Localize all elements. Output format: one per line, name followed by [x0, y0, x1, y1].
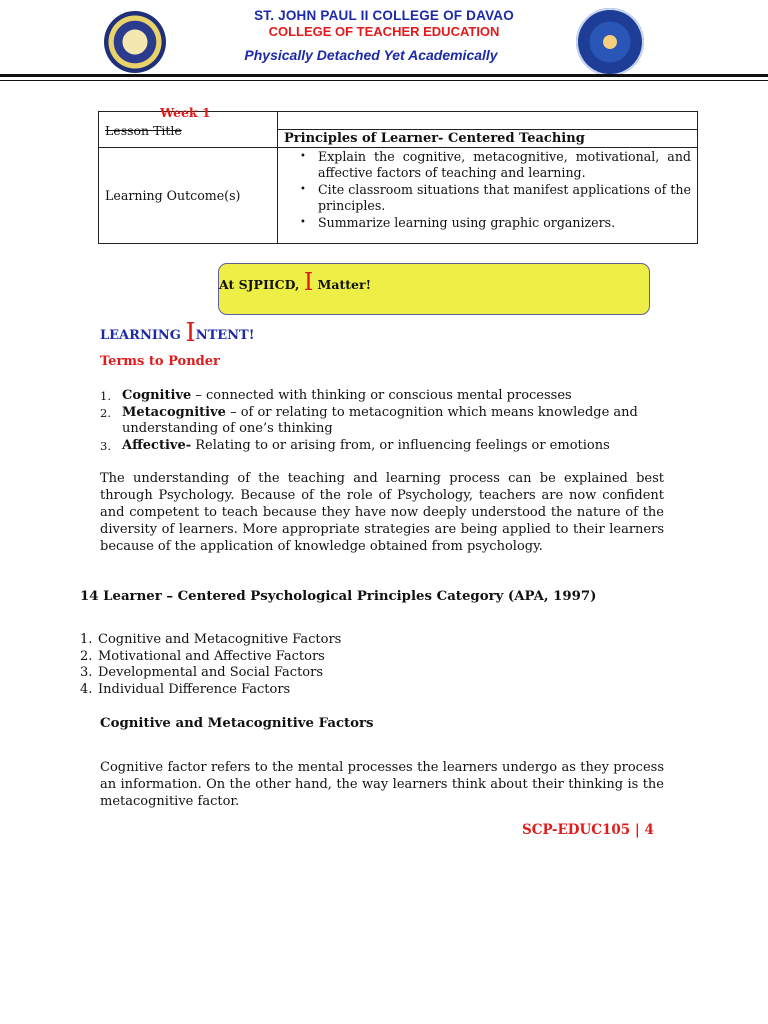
- term-definition: – of or relating to metacognition which means knowledge and understanding of one’s thinking: [122, 404, 638, 436]
- learning-intent-heading: [100, 318, 254, 348]
- intro-paragraph: The understanding of the teaching and learning process can be explained best through Psychology. Because of the role of Psychology, teachers are now confident and competent to teach because they have now deeply understood the nature of the diversity of learners. More appropriate strategies are being applied to their learners because of the application of knowledge obtained from psychology.: [100, 471, 664, 554]
- category-item: [80, 665, 341, 682]
- outcome-item: • Cite classroom situations that manifest applications of the principles.: [300, 182, 691, 213]
- term-item: [100, 405, 665, 438]
- categories-heading: 14 Learner – Centered Psychological Principles Category (APA, 1997): [80, 589, 597, 604]
- terms-heading: Terms to Ponder: [100, 354, 220, 369]
- lesson-table-empty-cell: [278, 112, 698, 130]
- week-label: Week 1: [160, 105, 211, 120]
- term-word: Cognitive: [122, 388, 192, 403]
- section-paragraph: Cognitive factor refers to the mental processes the learners undergo as they process an information. On the other hand, the way learners think about their thinking is the metacognitive factor.: [100, 760, 664, 809]
- category-label: Motivational and Affective Factors: [98, 648, 325, 664]
- header-divider: [0, 74, 768, 77]
- category-number: 1.: [80, 632, 93, 647]
- section-heading: Cognitive and Metacognitive Factors: [100, 716, 374, 731]
- term-definition: Relating to or arising from, or influencing feelings or emotions: [191, 437, 610, 453]
- category-label: Developmental and Social Factors: [98, 665, 324, 681]
- motto-text: [219, 268, 371, 296]
- term-number: 3.: [100, 438, 111, 453]
- page-footer: SCP-EDUC105 | 4: [522, 822, 654, 838]
- motto-suffix: Matter!: [317, 277, 372, 292]
- outcomes-list: [284, 149, 691, 231]
- lesson-title-label: Lesson Title: [105, 123, 182, 138]
- college-name: COLLEGE OF TEACHER EDUCATION: [268, 24, 500, 39]
- term-word: Metacognitive: [122, 404, 226, 420]
- outcome-item: • Summarize learning using graphic organizers.: [300, 215, 691, 231]
- tagline: Physically Detached Yet Academically: [244, 47, 498, 63]
- learning-intent-suffix: NTENT!: [195, 328, 255, 343]
- category-number: 4.: [80, 681, 93, 697]
- motto-big-letter: I: [303, 268, 314, 296]
- category-label: Individual Difference Factors: [98, 681, 291, 697]
- term-number: 1.: [100, 389, 111, 403]
- category-item: [80, 682, 341, 699]
- terms-list: [100, 388, 665, 454]
- term-item: [100, 388, 665, 405]
- learning-intent-prefix: LEARNING: [100, 328, 181, 343]
- outcome-item: • Explain the cognitive, metacognitive, motivational, and affective factors of teaching and learning.: [300, 149, 691, 180]
- outcomes-cell: [278, 148, 698, 244]
- school-name: ST. JOHN PAUL II COLLEGE OF DAVAO: [254, 8, 514, 23]
- motto-prefix: At SJPIICD,: [219, 277, 300, 292]
- learning-intent-big-letter: I: [185, 318, 196, 348]
- term-definition: – connected with thinking or conscious mental processes: [191, 388, 572, 403]
- outcomes-label: Learning Outcome(s): [99, 148, 278, 244]
- category-label: Cognitive and Metacognitive Factors: [98, 632, 342, 647]
- category-item: [80, 632, 341, 649]
- category-number: 2.: [80, 648, 93, 664]
- lesson-title-value: Principles of Learner- Centered Teaching: [278, 130, 698, 148]
- teacher-education-seal-logo: [576, 8, 644, 76]
- lesson-table: [98, 111, 698, 244]
- category-item: [80, 649, 341, 666]
- term-number: 2.: [100, 405, 111, 420]
- category-number: 3.: [80, 665, 93, 681]
- term-word: Affective-: [122, 437, 192, 453]
- header-divider-thin: [0, 80, 768, 81]
- term-item: [100, 438, 665, 455]
- categories-list: [80, 632, 341, 698]
